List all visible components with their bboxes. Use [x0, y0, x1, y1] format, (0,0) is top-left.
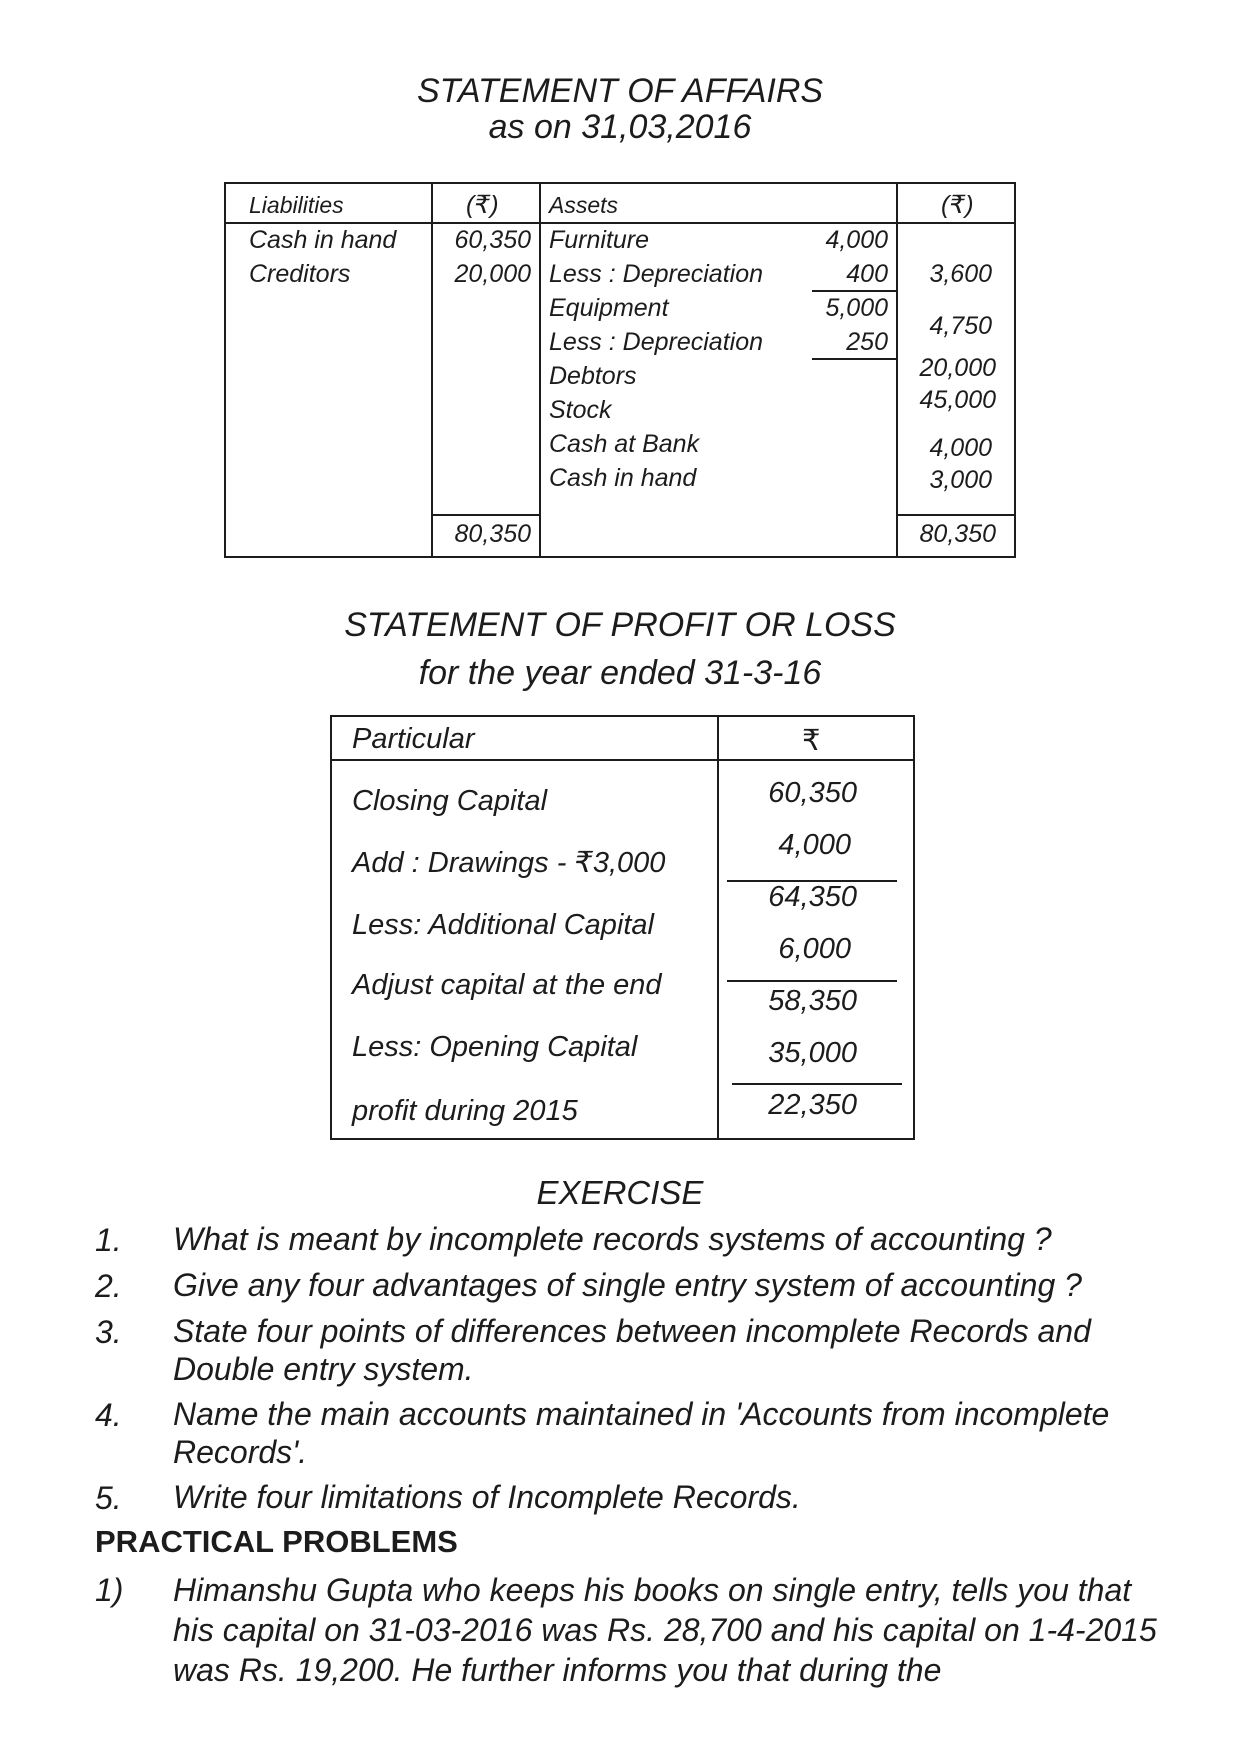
liability-name: Creditors: [249, 260, 351, 288]
pl-subtitle: for the year ended 31-3-16: [418, 654, 822, 692]
header-rupee: ₹: [802, 725, 821, 757]
header-rule: [332, 759, 913, 761]
pl-row-amount: 22,350: [768, 1089, 857, 1121]
header-assets: Assets: [549, 192, 619, 218]
question-text: Give any four advantages of single entry system of accounting ?: [173, 1267, 1082, 1303]
asset-less-depreciation: Less : Depreciation: [549, 328, 764, 356]
question-number: 2.: [95, 1268, 122, 1304]
liability-amount: 60,350: [454, 226, 531, 254]
question-text: What is meant by incomplete records systems of accounting ?: [173, 1221, 1052, 1257]
question-text: State four points of differences between incomplete Records and Double entry system.: [173, 1313, 1091, 1387]
question-number: 3.: [95, 1314, 122, 1350]
affairs-subtitle: as on 31,03,2016: [488, 108, 752, 146]
pl-row-label: profit during 2015: [352, 1095, 578, 1127]
question-number: 4.: [95, 1397, 122, 1433]
asset-total-rule: [896, 514, 1014, 516]
profit-loss-table: [330, 715, 915, 1140]
furniture-value: 4,000: [825, 226, 888, 254]
asset-cash-bank: Cash at Bank: [549, 430, 700, 458]
liab-total-rule: [431, 514, 539, 516]
equipment-depreciation: 250: [846, 328, 888, 356]
question-text: Name the main accounts maintained in 'Accounts from incomplete Records'.: [173, 1396, 1110, 1470]
liability-amount: 20,000: [454, 260, 531, 288]
statement-of-affairs-table: [224, 182, 1016, 558]
pl-row-label: Closing Capital: [352, 785, 548, 817]
liabilities-total: 80,350: [454, 520, 531, 548]
asset-debtors: Debtors: [549, 362, 637, 390]
pl-row-label: Less: Additional Capital: [352, 909, 654, 941]
equipment-net: 4,750: [929, 312, 992, 340]
pl-title: STATEMENT OF PROFIT OR LOSS: [344, 606, 896, 644]
furniture-depreciation: 400: [846, 260, 888, 288]
subtotal-rule: [812, 290, 896, 292]
question-text: Write four limitations of Incomplete Records.: [173, 1479, 801, 1515]
problem-text: Himanshu Gupta who keeps his books on single entry, tells you that his capital on 31-03-2016 was Rs. 28,700 and his capital on 1-4-2015 was Rs. 19,200. He further informs you that during the: [173, 1572, 1157, 1688]
asset-stock: Stock: [549, 396, 612, 424]
debtors-value: 20,000: [919, 354, 996, 382]
assets-total: 80,350: [919, 520, 996, 548]
asset-cash-hand: Cash in hand: [549, 464, 697, 492]
header-liab-amount: (₹): [466, 191, 499, 219]
affairs-title: STATEMENT OF AFFAIRS: [416, 72, 824, 110]
column-divider: [539, 184, 541, 556]
asset-equipment: Equipment: [549, 294, 669, 322]
equipment-value: 5,000: [825, 294, 888, 322]
practical-heading: PRACTICAL PROBLEMS: [95, 1524, 458, 1559]
pl-row-label: Adjust capital at the end: [352, 969, 662, 1001]
stock-value: 45,000: [919, 386, 996, 414]
pl-row-amount: 64,350: [768, 881, 857, 913]
header-rule: [226, 222, 1014, 224]
header-liabilities: Liabilities: [249, 192, 344, 218]
pl-row-amount: 4,000: [778, 829, 851, 861]
cash-hand-value: 3,000: [929, 466, 992, 494]
exercise-title: EXERCISE: [536, 1174, 704, 1211]
asset-furniture: Furniture: [549, 226, 650, 254]
header-particular: Particular: [352, 723, 475, 755]
cash-bank-value: 4,000: [929, 434, 992, 462]
pl-row-label: Add : Drawings - ₹3,000: [352, 847, 666, 879]
header-asset-amount: (₹): [941, 191, 974, 219]
pl-row-amount: 6,000: [778, 933, 851, 965]
subtotal-rule: [732, 1083, 902, 1085]
subtotal-rule: [812, 358, 896, 360]
liability-name: Cash in hand: [249, 226, 397, 254]
pl-row-amount: 35,000: [768, 1037, 857, 1069]
question-number: 5.: [95, 1480, 122, 1516]
pl-row-label: Less: Opening Capital: [352, 1031, 638, 1063]
pl-row-amount: 58,350: [768, 985, 857, 1017]
question-number: 1.: [95, 1222, 122, 1258]
furniture-net: 3,600: [929, 260, 992, 288]
subtotal-rule: [727, 980, 897, 982]
asset-less-depreciation: Less : Depreciation: [549, 260, 764, 288]
problem-number: 1): [95, 1572, 124, 1608]
pl-row-amount: 60,350: [768, 777, 857, 809]
